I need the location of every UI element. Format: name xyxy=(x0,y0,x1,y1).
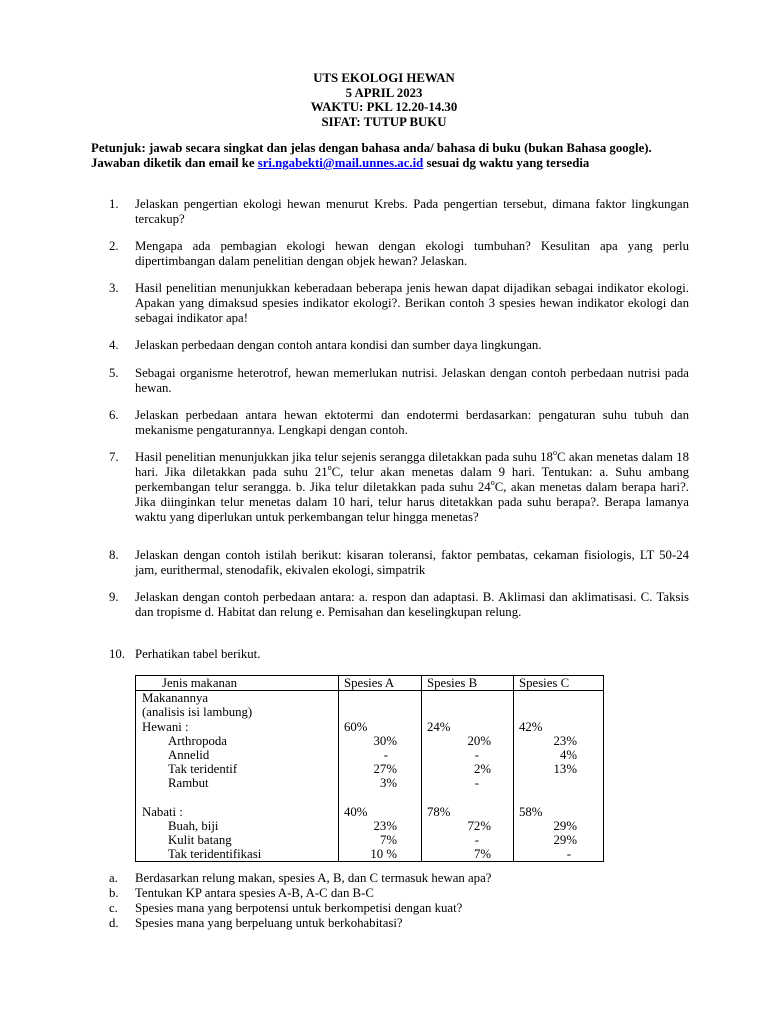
table-cell: Arthropoda xyxy=(168,733,227,748)
degree-symbol: o xyxy=(552,447,557,457)
table-cell: 23% xyxy=(553,733,577,748)
question-text: Mengapa ada pembagian ekologi hewan dengan ekologi tumbuhan? Kesulitan apa yang perlu dipertimbangan dalam penelitian dengan objek hewan? Jelaskan. xyxy=(135,239,689,268)
question-text: Hasil penelitian menunjukkan keberadaan beberapa jenis hewan dapat dijadikan sebagai indikator ekologi. Apakan yang dimaksud spesies indikator ekologi?. Berikan contoh 3 spesies hewan indikator ekologi dan sebagai indikator apa! xyxy=(135,281,689,325)
table-cell xyxy=(422,791,513,805)
question-text: Jelaskan pengertian ekologi hewan menurut Krebs. Pada pengertian tersebut, dimana faktor lingkungan tercakup? xyxy=(135,197,689,226)
question-text: Jelaskan dengan contoh istilah berikut: kisaran toleransi, faktor pembatas, cekaman fisiologis, LT 50-24 jam, eurithermal, stenodafik, ekivalen ekologi, simpatrik xyxy=(135,548,689,577)
table-cell: Rambut xyxy=(168,776,209,791)
table-header: Spesies A xyxy=(339,676,422,691)
question-text: Jelaskan dengan contoh perbedaan antara: a. respon dan adaptasi. B. Aklimasi dan aklimatisasi. C. Taksis dan tropisme d. Habitat dan relung e. Pemisahan dan keselingkupan relung. xyxy=(135,590,689,619)
question-9 xyxy=(109,590,689,620)
table-cell: - xyxy=(474,833,479,848)
question-4 xyxy=(109,338,689,353)
table-header: Spesies C xyxy=(514,676,604,691)
table-cell: Tak teridentifikasi xyxy=(168,847,262,862)
table-header: Jenis makanan xyxy=(136,676,339,691)
question-5 xyxy=(109,366,689,396)
instructions-text-end: sesuai dg waktu yang tersedia xyxy=(423,156,590,170)
question-number: 10. xyxy=(109,647,125,661)
table-cell: 42% xyxy=(519,719,543,734)
exam-title: UTS EKOLOGI HEWAN xyxy=(313,71,455,85)
question-1 xyxy=(109,197,689,227)
exam-nature: SIFAT: TUTUP BUKU xyxy=(321,114,447,129)
degree-symbol: o xyxy=(327,462,332,472)
table-cell: 78% xyxy=(427,804,451,819)
question-7 xyxy=(109,447,689,525)
question-6 xyxy=(109,408,689,438)
table-cell xyxy=(514,705,603,719)
table-cell: 58% xyxy=(519,804,543,819)
table-cell xyxy=(514,691,603,705)
table-cell: 4% xyxy=(559,747,577,762)
question-number: 2. xyxy=(109,239,119,253)
question-number: 1. xyxy=(109,197,119,211)
exam-date: 5 APRIL 2023 xyxy=(345,85,423,100)
table-cell: 2% xyxy=(473,762,491,777)
table-cell: Kulit batang xyxy=(168,833,232,848)
table-cell: 20% xyxy=(467,733,491,748)
table-cell: Hewani : xyxy=(142,719,189,734)
table-cell xyxy=(142,791,338,805)
table-cell: 7% xyxy=(379,833,397,848)
table-cell: 13% xyxy=(553,762,577,777)
question-number: 7. xyxy=(109,450,119,464)
table-cell: 24% xyxy=(427,719,451,734)
table-body-row xyxy=(136,691,604,862)
table-cell xyxy=(422,705,513,719)
table-cell xyxy=(339,705,421,719)
table-header: Spesies B xyxy=(422,676,514,691)
table-cell: - xyxy=(383,747,388,762)
food-type-column xyxy=(136,691,339,862)
table-cell xyxy=(514,791,603,805)
question-10 xyxy=(109,647,689,662)
food-table xyxy=(135,675,604,862)
exam-time: WAKTU: PKL 12.20-14.30 xyxy=(310,100,458,114)
question-8 xyxy=(109,548,689,578)
table-cell: - xyxy=(566,847,571,862)
exam-header xyxy=(0,71,768,129)
table-cell: 29% xyxy=(553,818,577,833)
table-cell xyxy=(339,691,421,705)
question-text: Hasil penelitian menunjukkan jika telur sejenis serangga diletakkan pada suhu 18$^o$C akan menetas dalam 18 hari. Jika diletakkan pada suhu 21$^o$C, telur akan menetas dalam 9 hari. Tentukan: a. Suhu ambang perkembangan telur serangga. b. Jika telur diletakkan pada suhu 24$^o$C, akan menetas dalam berapa hari?. Jika diinginkan telur menetas dalam 10 hari, telur harus ditetakkan pada suhu berapa?. Berapa lamanya waktu yang diperlukan untuk perkembangan telur hingga menetas? xyxy=(135,447,689,524)
question-3 xyxy=(109,281,689,326)
question-number: 5. xyxy=(109,366,119,380)
table-cell: Annelid xyxy=(168,747,210,762)
question-text: Jelaskan perbedaan antara hewan ektotermi dan endotermi berdasarkan: pengaturan suhu tubuh dan mekanisme pengaturannya. Lengkapi dengan contoh. xyxy=(135,408,689,437)
exam-page: UTS EKOLOGI HEWAN 5 APRIL 2023 WAKTU: PKL 12.20-14.30 SIFAT: TUTUP BUKU Petunjuk: jawab secara singkat dan jelas dengan bahasa anda/ bahasa di buku (bukan Bahasa google). Jawaban diketik dan email ke sri.ngabekti@mail.unnes.ac.id sesuai dg waktu yang tersedia 1. Jelaskan pengertian ekologi hewan menurut Krebs. Pada pengertian tersebut, dimana faktor lingkungan tercakup? 2. Mengapa ada pembagian ekologi hewan dengan ekologi tumbuhan? Kesulitan apa yang perlu dipertimbangan dalam penelitian dengan objek hewan? Jelaskan. 3. Hasil penelitian menunjukkan keberadaan beberapa jenis hewan dapat dijadikan sebagai indikator ekologi. Apakan yang dimaksud spesies indikator ekologi?. Berikan contoh 3 spesies hewan indikator ekologi dan sebagai indikator apa! 4. Jelaskan perbedaan dengan contoh antara kondisi dan sumber daya lingkungan. 5. Sebagai organisme heterotrof, hewan memerlukan nutrisi. Jelaskan dengan contoh perbedaan nutrisi pada hewan. 6. Jelaskan perbedaan antara hewan ektotermi dan endotermi berdasarkan: pengaturan suhu tubuh dan mekanisme pengaturannya. Lengkapi dengan contoh. 7. Hasil penelitian menunjukkan jika telur sejenis serangga diletakkan pada suhu 18$^o$C akan menetas dalam 18 hari. Jika diletakkan pada suhu 21$^o$C, telur akan menetas dalam 9 hari. Tentukan: a. Suhu ambang perkembangan telur serangga. b. Jika telur diletakkan pada suhu 24$^o$C, akan menetas dalam berapa hari?. Jika diinginkan telur menetas dalam 10 hari, telur harus ditetakkan pada suhu berapa?. Berapa lamanya waktu yang diperlukan untuk perkembangan telur hingga menetas? 8. Jelaskan dengan contoh istilah berikut: kisaran toleransi, faktor pembatas, cekaman fisiologis, LT 50-24 jam, eurithermal, stenodafik, ekivalen ekologi, simpatrik 9. Jelaskan dengan contoh perbedaan antara: a. respon dan adaptasi. B. Aklimasi dan aklimatisasi. C. Taksis dan tropisme d. Habitat dan relung e. Pemisahan dan keselingkupan relung. 10. Perhatikan tabel berikut. Jenis makanan Spesies A Spesies B Spesies C Makanannya (analisis isi lambung) Hewani : Arthropoda Annelid Tak teridentif Rambut Nabati : Buah, biji Kulit batang Tak teridentifikasi 60% 30% - 27% 3% 40% 23% 7% 10 % 24% 20% - 2% - 78% 72% - 7% 42% 23% 4% 13% 58% 29% 29% - a. Berdasarkan relung makan, spesies A, B, dan C termasuk hewan apa? b. Tentukan KP antara spesies A-B, A-C dan B-C c. Spesies mana yang berpotensi untuk berkompetisi dengan kuat? d. Spesies mana yang berpeluang untuk berkohabitasi? xyxy=(0,0,768,1024)
table-cell: 29% xyxy=(553,833,577,848)
table-cell: Makanannya xyxy=(142,691,209,706)
table-cell xyxy=(514,776,603,790)
table-cell: 27% xyxy=(373,762,397,777)
species-b-column xyxy=(422,691,514,862)
table-cell: 30% xyxy=(373,733,397,748)
table-cell: 10 % xyxy=(370,847,397,862)
table-cell: Tak teridentif xyxy=(168,762,238,777)
question-text: Perhatikan tabel berikut. xyxy=(135,647,261,661)
table-cell xyxy=(422,691,513,705)
question-number: 8. xyxy=(109,548,119,562)
table-cell: Buah, biji xyxy=(168,818,219,833)
table-cell: - xyxy=(474,747,479,762)
table-cell: 60% xyxy=(344,719,368,734)
table-cell: 7% xyxy=(473,847,491,862)
species-c-column xyxy=(514,691,604,862)
question-2 xyxy=(109,239,689,269)
table-cell: Nabati : xyxy=(142,804,183,819)
question-text: Jelaskan perbedaan dengan contoh antara kondisi dan sumber daya lingkungan. xyxy=(135,338,542,352)
question-number: 9. xyxy=(109,590,119,604)
table-cell: 40% xyxy=(344,804,368,819)
table-cell: (analisis isi lambung) xyxy=(142,705,253,720)
instructions-text: Petunjuk: jawab secara singkat dan jelas dengan bahasa anda/ bahasa di buku (bukan Bahasa google). Jawaban diketik dan email ke xyxy=(91,141,652,170)
question-number: 3. xyxy=(109,281,119,295)
table-cell: 72% xyxy=(467,818,491,833)
table-cell xyxy=(339,791,421,805)
question-number: 6. xyxy=(109,408,119,422)
species-a-column xyxy=(339,691,422,862)
table-header-row xyxy=(136,676,604,691)
question-text: Sebagai organisme heterotrof, hewan memerlukan nutrisi. Jelaskan dengan contoh perbedaan nutrisi pada hewan. xyxy=(135,366,689,395)
table-cell: - xyxy=(474,776,479,791)
question-number: 4. xyxy=(109,338,119,352)
table-cell: 3% xyxy=(379,776,397,791)
email-link[interactable]: sri.ngabekti@mail.unnes.ac.id xyxy=(257,156,424,170)
instructions xyxy=(91,141,691,171)
degree-symbol: o xyxy=(490,477,495,487)
table-cell: 23% xyxy=(373,818,397,833)
